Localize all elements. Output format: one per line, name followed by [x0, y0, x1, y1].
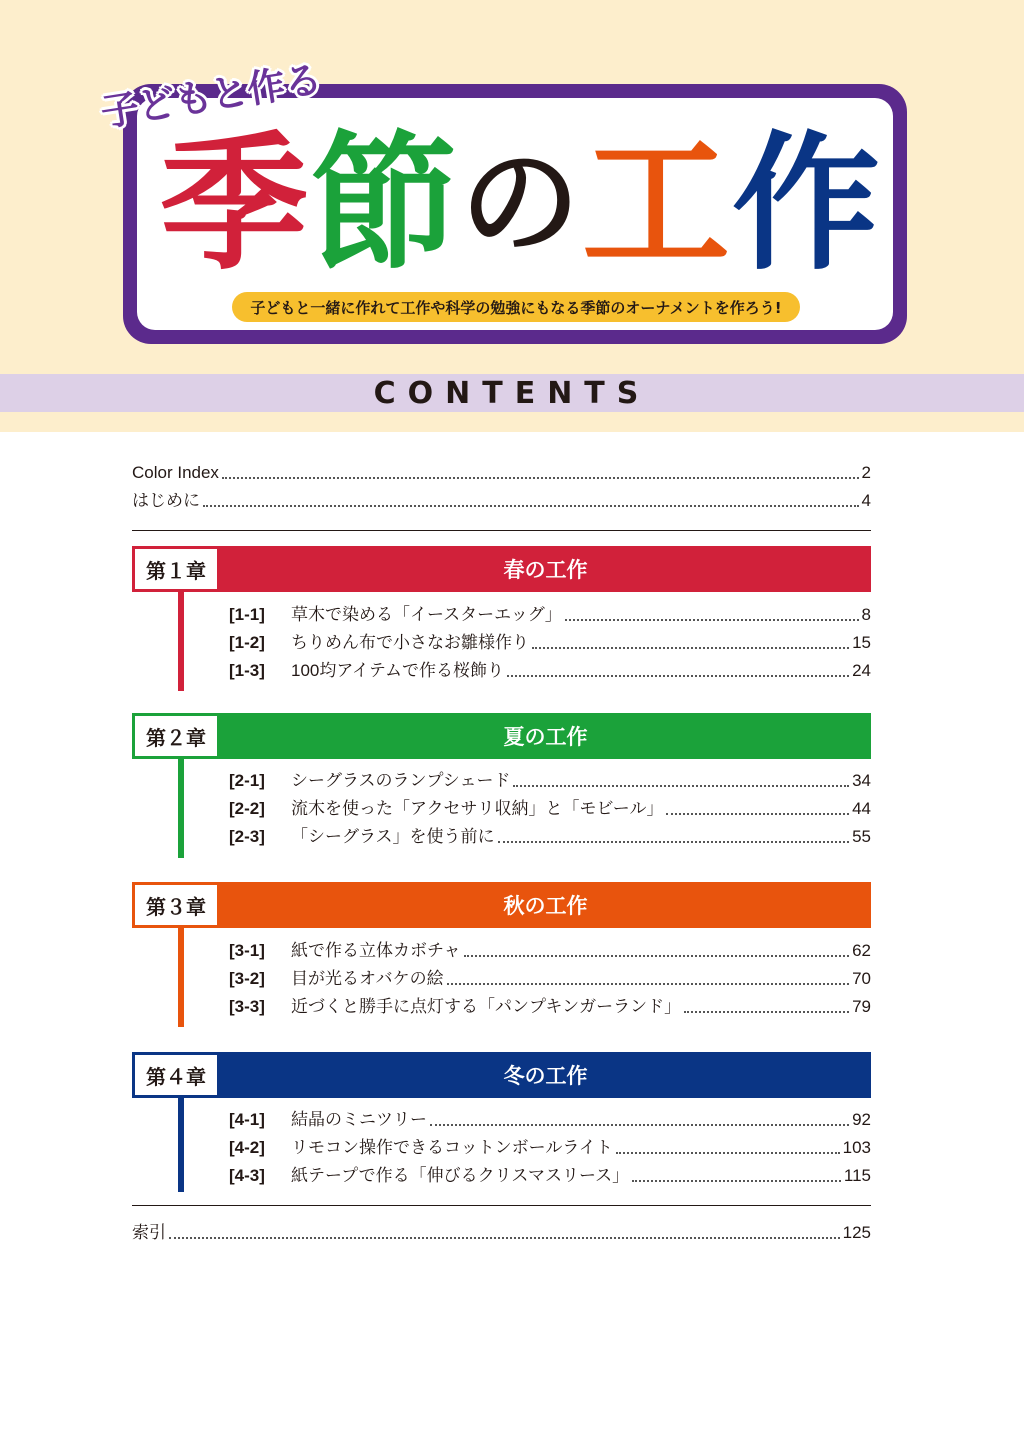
toc-entry-label: Color Index — [132, 463, 219, 482]
dot-leader — [430, 1124, 849, 1126]
chapter-title: 夏の工作 — [503, 725, 588, 749]
toc-page-number: 62 — [852, 941, 871, 960]
chapter-title: 冬の工作 — [503, 1064, 588, 1088]
toc-entry-label: 紙テープで作る「伸びるクリスマスリース」 — [291, 1166, 630, 1185]
toc-entry-2-2[interactable] — [229, 797, 871, 821]
toc-page-number: 79 — [852, 997, 871, 1016]
toc-entry-label: 索引 — [132, 1223, 166, 1242]
book-title — [160, 118, 880, 288]
dot-leader — [203, 505, 859, 507]
toc-entry-4-1[interactable] — [229, 1108, 871, 1132]
entry-code: [3-2] — [229, 969, 265, 988]
chapter-4-header[interactable] — [132, 1052, 871, 1098]
toc-entry-label: はじめに — [132, 491, 200, 510]
toc-page-number: 44 — [852, 799, 871, 818]
chapter-2-header[interactable] — [132, 713, 871, 759]
title-char-5: 作 — [732, 116, 880, 290]
title-char-4: 工 — [582, 116, 730, 290]
toc-entry-label: 100均アイテムで作る桜飾り — [291, 661, 504, 680]
chapter-1-header[interactable] — [132, 546, 871, 592]
subtitle: 子どもと一緒に作れて工作や科学の勉強にもなる季節のオーナメントを作ろう! — [232, 292, 800, 322]
entry-code: [3-1] — [229, 941, 265, 960]
divider — [132, 1205, 871, 1206]
chapter-number: 第２章 — [132, 713, 220, 759]
toc-page-number: 24 — [852, 661, 871, 680]
dot-leader — [222, 477, 859, 479]
toc-entry-4-3[interactable] — [229, 1164, 871, 1188]
entry-code: [1-2] — [229, 633, 265, 652]
toc-entry-3-2[interactable] — [229, 967, 871, 991]
toc-entry-label: 目が光るオバケの絵 — [291, 969, 444, 988]
chapter-1-bar — [178, 592, 184, 691]
toc-entry-label: リモコン操作できるコットンボールライト — [291, 1138, 613, 1157]
dot-leader — [507, 675, 849, 677]
toc-entry-introduction[interactable] — [132, 489, 871, 513]
entry-code: [4-1] — [229, 1110, 265, 1129]
toc-entry-3-3[interactable] — [229, 995, 871, 1019]
toc-page-number: 70 — [852, 969, 871, 988]
toc-entry-color-index[interactable] — [132, 461, 871, 485]
entry-code: [4-2] — [229, 1138, 265, 1157]
chapter-3-header[interactable] — [132, 882, 871, 928]
toc-entry-1-3[interactable] — [229, 659, 871, 683]
chapter-title: 秋の工作 — [503, 894, 588, 918]
toc-entry-label: シーグラスのランプシェード — [291, 771, 511, 790]
chapter-title: 春の工作 — [503, 558, 588, 582]
dot-leader — [169, 1237, 840, 1239]
toc-entry-3-1[interactable] — [229, 939, 871, 963]
chapter-3-bar — [178, 928, 184, 1027]
dot-leader — [464, 955, 850, 957]
toc-entry-label: 結晶のミニツリー — [291, 1110, 427, 1129]
chapter-4-bar — [178, 1098, 184, 1192]
toc-entry-index[interactable] — [132, 1221, 871, 1245]
dot-leader — [513, 785, 849, 787]
dot-leader — [684, 1011, 849, 1013]
contents-heading: CONTENTS — [0, 374, 1024, 412]
entry-code: [4-3] — [229, 1166, 265, 1185]
title-char-3: の — [460, 132, 580, 273]
toc-entry-1-2[interactable] — [229, 631, 871, 655]
toc-page-number: 92 — [852, 1110, 871, 1129]
title-char-1: 季 — [160, 116, 308, 290]
entry-code: [1-3] — [229, 661, 265, 680]
toc-entry-label: 「シーグラス」を使う前に — [291, 827, 495, 846]
chapter-number: 第３章 — [132, 882, 220, 928]
toc-page-number: 4 — [861, 491, 871, 510]
chapter-number: 第４章 — [132, 1052, 220, 1098]
toc-page-number: 55 — [852, 827, 871, 846]
entry-code: [2-3] — [229, 827, 265, 846]
dot-leader — [632, 1180, 841, 1182]
title-char-2: 節 — [310, 116, 458, 290]
title-kicker: 子どもと作る — [97, 56, 324, 136]
toc-page-number: 15 — [852, 633, 871, 652]
chapter-2-bar — [178, 759, 184, 858]
entry-code: [2-2] — [229, 799, 265, 818]
dot-leader — [565, 619, 859, 621]
toc-page-number: 34 — [852, 771, 871, 790]
entry-code: [1-1] — [229, 605, 265, 624]
toc-entry-1-1[interactable] — [229, 603, 871, 627]
dot-leader — [447, 983, 849, 985]
toc-page-number: 125 — [842, 1223, 871, 1242]
toc-entry-2-1[interactable] — [229, 769, 871, 793]
dot-leader — [498, 841, 850, 843]
toc-page-number: 103 — [842, 1138, 871, 1157]
toc-entry-label: 草木で染める「イースターエッグ」 — [291, 605, 562, 624]
entry-code: [3-3] — [229, 997, 265, 1016]
divider — [132, 530, 871, 531]
toc-entry-4-2[interactable] — [229, 1136, 871, 1160]
toc-entry-label: 紙で作る立体カボチャ — [291, 941, 461, 960]
toc-entry-label: ちりめん布で小さなお雛様作り — [291, 633, 529, 652]
toc-page-number: 2 — [861, 463, 871, 482]
toc-page-number: 8 — [861, 605, 871, 624]
toc-entry-label: 近づくと勝手に点灯する「パンプキンガーランド」 — [291, 997, 682, 1016]
dot-leader — [616, 1152, 840, 1154]
dot-leader — [532, 647, 849, 649]
entry-code: [2-1] — [229, 771, 265, 790]
toc-entry-2-3[interactable] — [229, 825, 871, 849]
toc-page-number: 115 — [843, 1166, 871, 1185]
chapter-number: 第１章 — [132, 546, 220, 592]
dot-leader — [666, 813, 849, 815]
toc-entry-label: 流木を使った「アクセサリ収納」と「モビール」 — [291, 799, 664, 818]
